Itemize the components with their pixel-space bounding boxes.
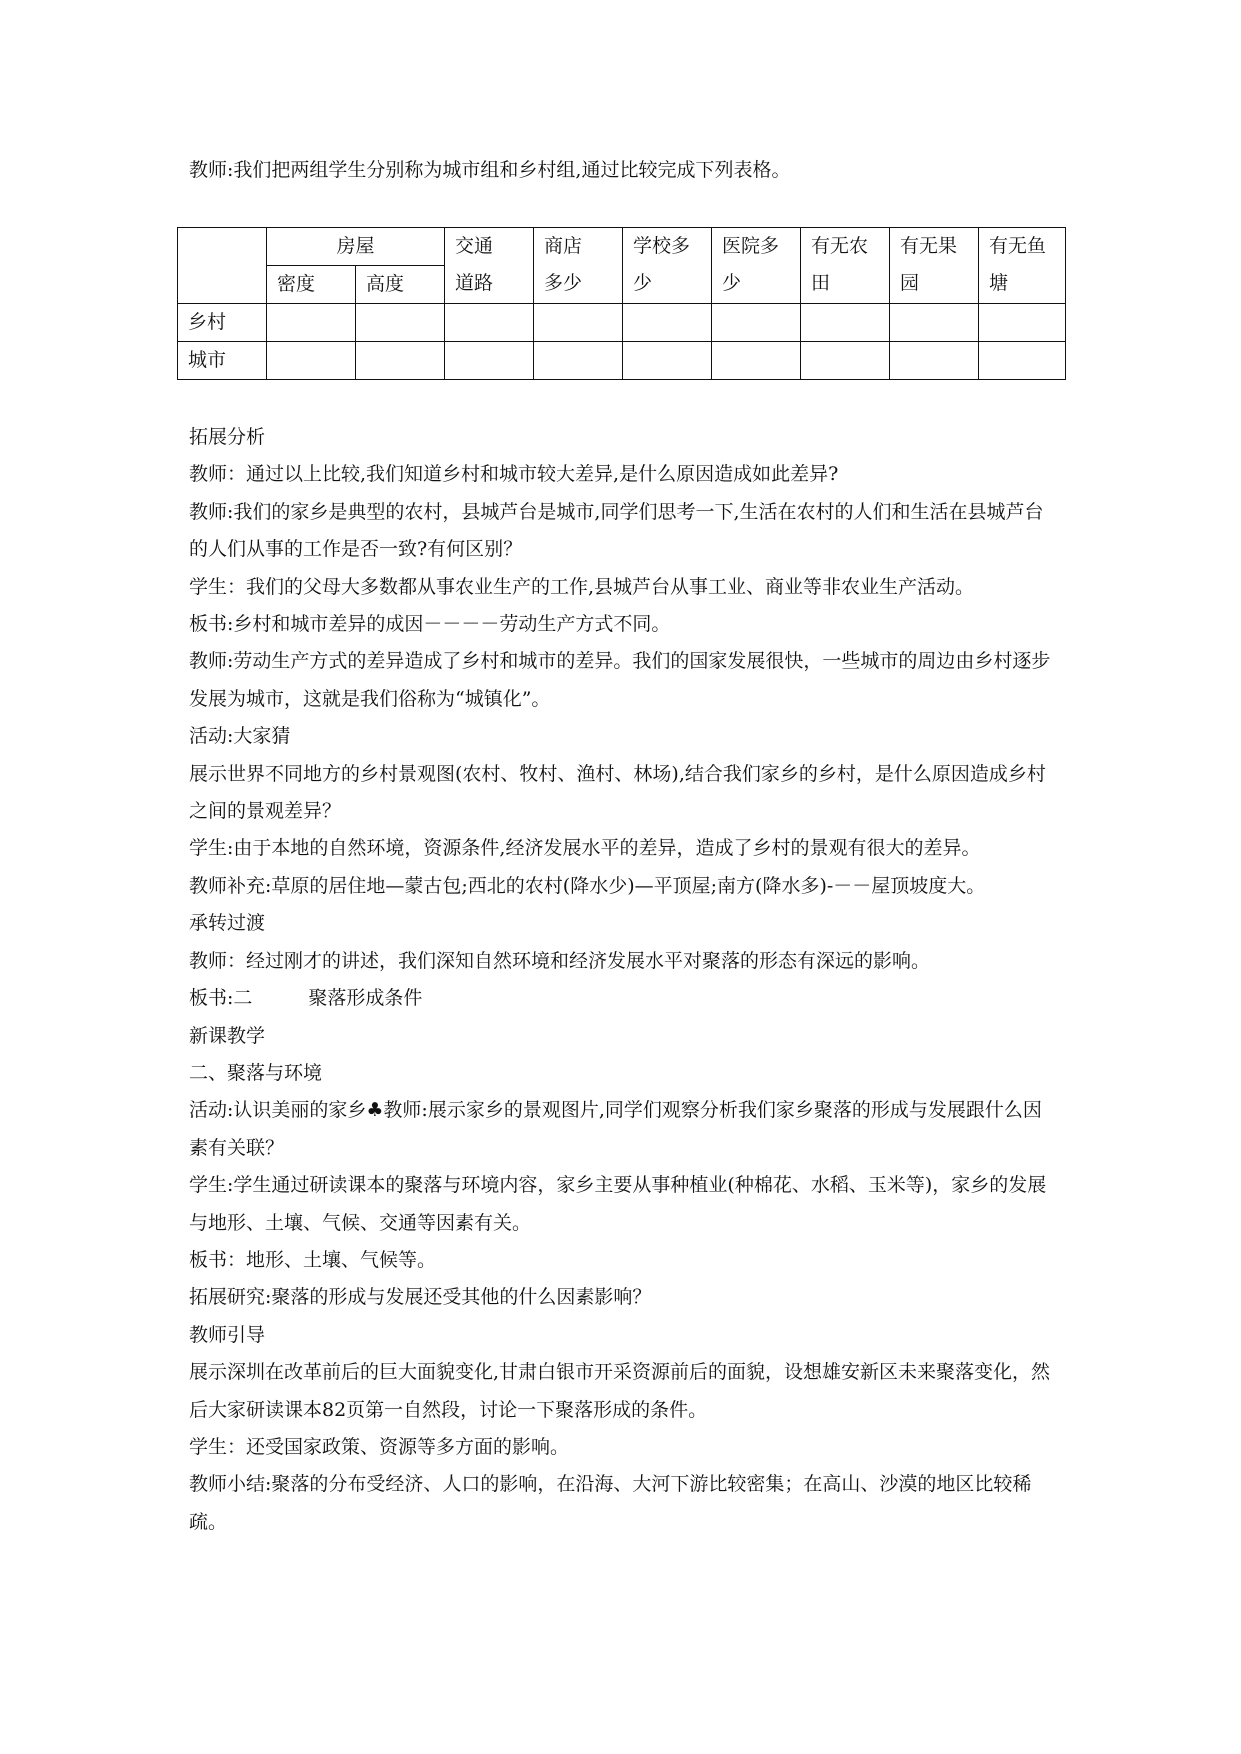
paragraph: 展示深圳在改革前后的巨大面貌变化,甘肃白银市开采资源前后的面貌，设想雄安新区未来聚落变化，然后大家研读课本82页第一自然段，讨论一下聚落形成的条件。 bbox=[189, 1361, 1051, 1421]
paragraph: 活动:认识美丽的家乡♣教师:展示家乡的景观图片,同学们观察分析我们家乡聚落的形成与发展跟什么因素有关联？ bbox=[189, 1099, 1042, 1159]
corner-cell bbox=[178, 228, 267, 304]
row-label-city: 城市 bbox=[178, 342, 267, 380]
paragraph: 教师：经过刚才的讲述，我们深知自然环境和经济发展水平对聚落的形态有深远的影响。 bbox=[189, 949, 931, 972]
paragraph: 教师引导 bbox=[189, 1323, 266, 1346]
row-label-rural: 乡村 bbox=[178, 304, 267, 342]
paragraph: 教师:我们的家乡是典型的农村，县城芦台是城市,同学们思考一下,生活在农村的人们和生活在县城芦台的人们从事的工作是否一致?有何区别？ bbox=[189, 500, 1044, 561]
paragraph: 展示世界不同地方的乡村景观图(农村、牧村、渔村、林场),结合我们家乡的乡村，是什么原因造成乡村之间的景观差异？ bbox=[189, 762, 1046, 823]
intro-line: 教师:我们把两组学生分别称为城市组和乡村组,通过比较完成下列表格。 bbox=[189, 159, 791, 181]
header-shops: 商店 多少 bbox=[534, 228, 623, 304]
paragraph: 二、聚落与环境 bbox=[189, 1061, 323, 1084]
board-heading: 板书:二 聚落形成条件 bbox=[189, 987, 423, 1010]
header-height: 高度 bbox=[356, 266, 445, 304]
header-fishpond: 有无鱼 塘 bbox=[979, 228, 1066, 304]
header-farmland: 有无农 田 bbox=[801, 228, 890, 304]
paragraph: 拓展分析 bbox=[189, 426, 266, 448]
lesson-body bbox=[189, 419, 1059, 1541]
header-orchard: 有无果 园 bbox=[890, 228, 979, 304]
paragraph: 活动:大家猜 bbox=[189, 725, 291, 748]
comparison-table bbox=[177, 227, 1066, 380]
paragraph: 教师小结:聚落的分布受经济、人口的影响，在沿海、大河下游比较密集；在高山、沙漠的地区比较稀疏。 bbox=[189, 1473, 1032, 1533]
paragraph: 新课教学 bbox=[189, 1024, 266, 1047]
paragraph: 教师：通过以上比较,我们知道乡村和城市较大差异,是什么原因造成如此差异? bbox=[189, 463, 839, 486]
table-row bbox=[178, 342, 1066, 380]
header-hospitals: 医院多 少 bbox=[712, 228, 801, 304]
header-schools: 学校多 少 bbox=[623, 228, 712, 304]
paragraph: 学生：还受国家政策、资源等多方面的影响。 bbox=[189, 1435, 570, 1458]
paragraph: 学生:学生通过研读课本的聚落与环境内容，家乡主要从事种植业(种棉花、水稻、玉米等)，家乡的发展与地形、土壤、气候、交通等因素有关。 bbox=[189, 1174, 1047, 1234]
header-density: 密度 bbox=[267, 266, 356, 304]
paragraph: 拓展研究:聚落的形成与发展还受其他的什么因素影响？ bbox=[189, 1286, 652, 1309]
house-header: 房屋 bbox=[267, 228, 445, 266]
table-row bbox=[178, 304, 1066, 342]
paragraph: 学生:由于本地的自然环境，资源条件,经济发展水平的差异，造成了乡村的景观有很大的差异。 bbox=[189, 837, 981, 860]
paragraph: 教师:劳动生产方式的差异造成了乡村和城市的差异。我们的国家发展很快，一些城市的周边由乡村逐步发展为城市，这就是我们俗称为“城镇化”。 bbox=[189, 650, 1051, 710]
paragraph: 学生：我们的父母大多数都从事农业生产的工作,县城芦台从事工业、商业等非农业生产活动。 bbox=[189, 575, 975, 598]
paragraph: 承转过渡 bbox=[189, 912, 266, 935]
header-traffic: 交通 道路 bbox=[445, 228, 534, 304]
paragraph: 板书：地形、土壤、气候等。 bbox=[189, 1248, 437, 1271]
paragraph: 板书:乡村和城市差异的成因－－－－劳动生产方式不同。 bbox=[189, 613, 671, 636]
paragraph: 教师补充:草原的居住地—蒙古包;西北的农村(降水少)—平顶屋;南方(降水多)-－－屋顶坡度大。 bbox=[189, 874, 986, 897]
